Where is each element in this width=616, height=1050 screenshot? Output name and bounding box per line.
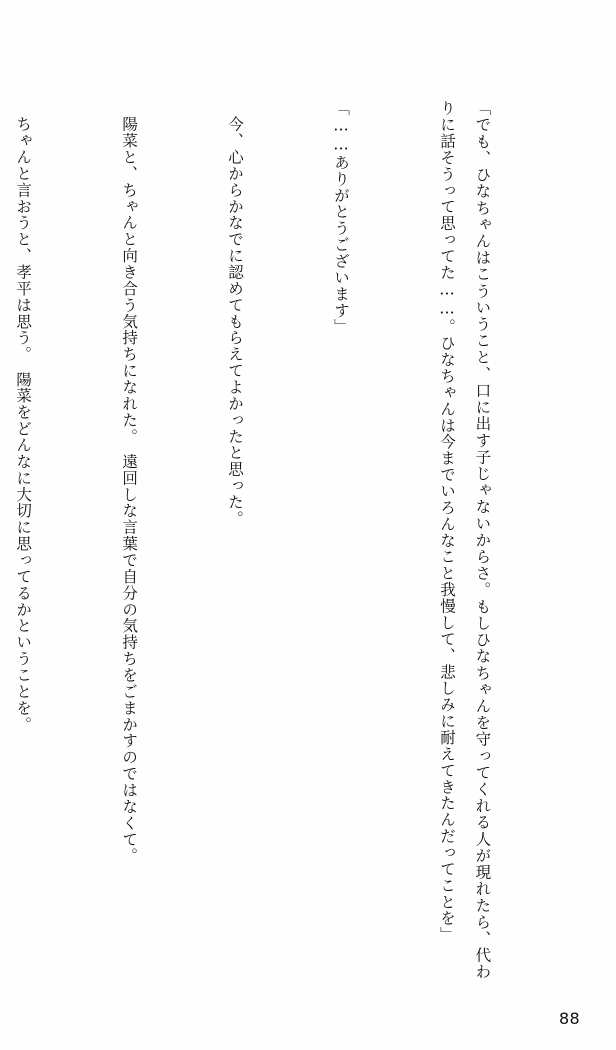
paragraph-4: 陽菜と、ちゃんと向き合う気持ちになれた。 遠回しな言葉で自分の気持ちをごまかすのではなくて。	[120, 115, 139, 864]
paragraph-2: 「……ありがとうございます」	[332, 100, 351, 336]
paragraph-1: 「でも、ひなちゃんはこういうこと、口に出す子じゃないからさ。もしひなちゃんを守ってくれる人が現れたら、代わりに話そうって思ってた……。ひなちゃんは今までいろんなこと我慢して、悲しみに耐えてきたんだってことを」	[438, 100, 492, 980]
page-number: 88	[559, 1009, 580, 1028]
paragraph-5: ちゃんと言おうと、孝平は思う。 陽菜をどんなに大切に思ってるかということを。	[14, 115, 33, 733]
paragraph-3: 今、心からかなでに認めてもらえてよかったと思った。	[226, 115, 245, 527]
vertical-text-body	[14, 100, 570, 980]
